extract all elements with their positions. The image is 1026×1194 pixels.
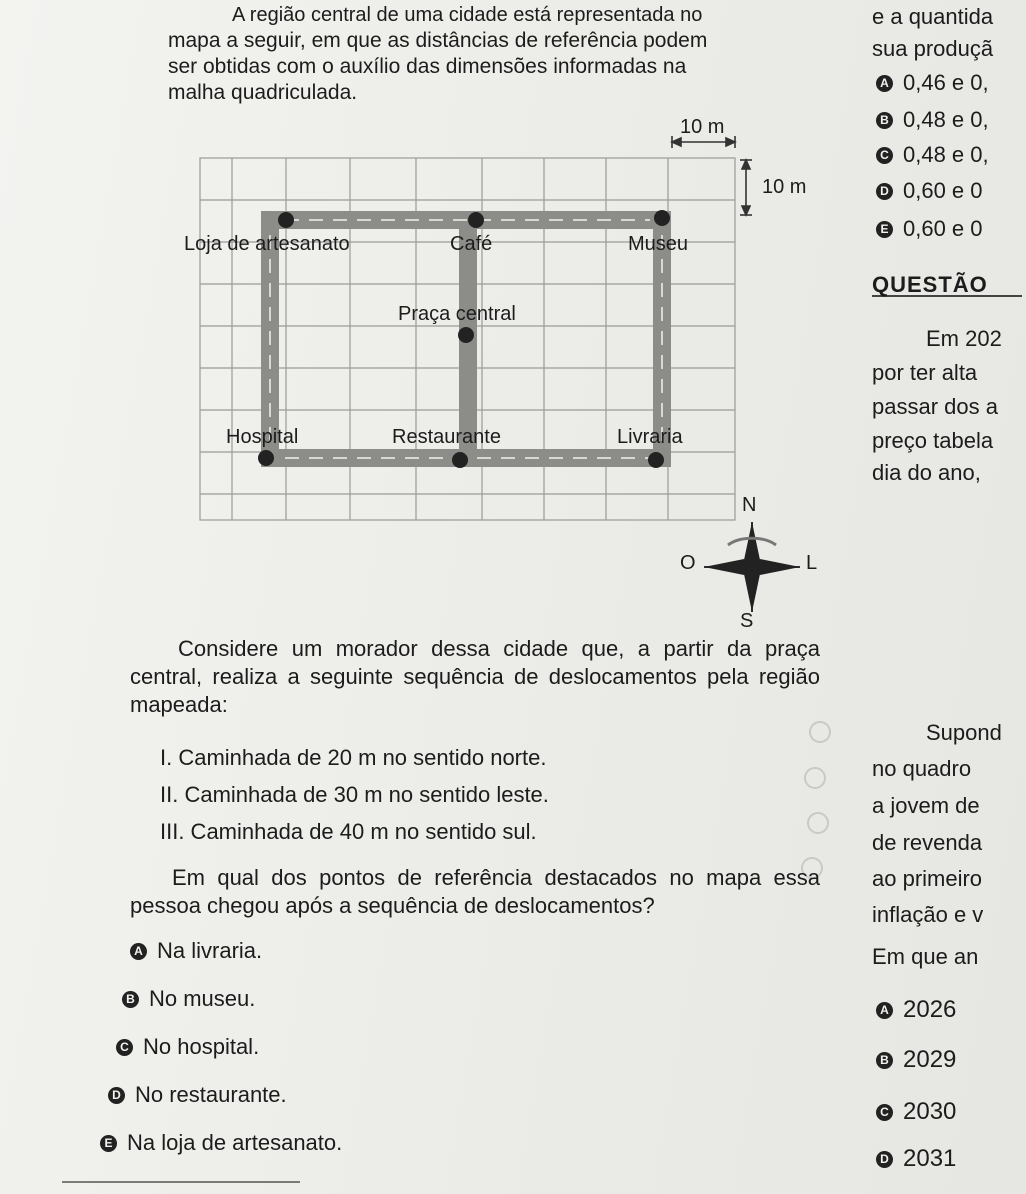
right-option-a[interactable] <box>876 70 989 96</box>
option-a[interactable] <box>130 938 262 964</box>
option-c[interactable] <box>116 1034 259 1060</box>
compass-o: O <box>680 552 696 574</box>
step-3: III. Caminhada de 40 m no sentido sul. <box>160 819 537 844</box>
right-option-a-text: 0,46 e 0, <box>903 70 989 95</box>
option-a-text: Na livraria. <box>157 938 263 963</box>
step-2: II. Caminhada de 30 m no sentido leste. <box>160 782 549 807</box>
right-top-line-1: e a quantida <box>872 4 994 29</box>
right-option-b-badge: B <box>876 112 893 129</box>
right-option-e-badge: E <box>876 221 893 238</box>
right-bottom-option-c-text: 2030 <box>903 1098 957 1125</box>
right-lower-line-4: de revenda <box>872 830 983 855</box>
option-d[interactable] <box>108 1082 287 1108</box>
option-c-badge: C <box>116 1039 133 1056</box>
scale-vertical-arrow <box>740 160 752 215</box>
label-museu: Museu <box>628 233 689 255</box>
right-option-d-text: 0,60 e 0 <box>903 178 983 203</box>
right-option-e-text: 0,60 e 0 <box>903 216 983 241</box>
label-artesanato: Loja de artesanato <box>184 233 350 255</box>
point-praca <box>458 327 474 343</box>
question-paragraph-1: Considere um morador dessa cidade que, a partir da praça central, realiza a seguinte sequência de deslocamentos pela região mapeada: <box>130 636 820 717</box>
compass-rose <box>704 522 800 612</box>
right-bottom-option-b-text: 2029 <box>903 1046 957 1073</box>
point-hospital <box>258 450 274 466</box>
intro-line-2: mapa a seguir, em que as distâncias de referência podem <box>168 29 708 52</box>
option-c-text: No hospital. <box>143 1034 260 1059</box>
right-body-line-4: preço tabela <box>872 428 994 453</box>
option-e[interactable] <box>100 1130 342 1156</box>
right-lower-line-6: inflação e v <box>872 902 984 927</box>
label-cafe: Café <box>450 233 493 255</box>
label-hospital: Hospital <box>226 426 299 448</box>
step-1: I. Caminhada de 20 m no sentido norte. <box>160 745 547 770</box>
right-body-line-1: Em 202 <box>926 326 1002 351</box>
right-bottom-option-a[interactable] <box>876 996 956 1024</box>
point-museu <box>654 210 670 226</box>
intro-line-3: ser obtidas com o auxílio das dimensões informadas na <box>168 55 687 78</box>
scale-vertical-label: 10 m <box>762 176 807 198</box>
right-option-b[interactable] <box>876 107 989 133</box>
right-option-c-text: 0,48 e 0, <box>903 142 989 167</box>
right-option-b-text: 0,48 e 0, <box>903 107 989 132</box>
question-paragraph-2: Em qual dos pontos de referência destacados no mapa essa pessoa chegou após a sequência de deslocamentos? <box>130 865 820 918</box>
option-d-text: No restaurante. <box>135 1082 287 1107</box>
label-praca: Praça central <box>398 303 516 325</box>
option-b-badge: B <box>122 991 139 1008</box>
right-bottom-option-c[interactable] <box>876 1098 956 1126</box>
point-artesanato <box>278 212 294 228</box>
option-e-text: Na loja de artesanato. <box>127 1130 343 1155</box>
label-livraria: Livraria <box>617 426 683 448</box>
right-bottom-option-d-text: 2031 <box>903 1145 957 1172</box>
right-lower-line-7: Em que an <box>872 944 979 969</box>
right-bottom-option-a-badge: A <box>876 1002 893 1019</box>
label-restaurante: Restaurante <box>392 426 501 448</box>
point-restaurante <box>452 452 468 468</box>
point-cafe <box>468 212 484 228</box>
intro-line-1: A região central de uma cidade está representada no <box>232 4 703 26</box>
intro-line-4: malha quadriculada. <box>168 81 358 104</box>
right-bottom-option-d[interactable] <box>876 1145 956 1173</box>
option-d-badge: D <box>108 1087 125 1104</box>
point-livraria <box>648 452 664 468</box>
right-body-line-5: dia do ano, <box>872 460 981 485</box>
right-bottom-option-b-badge: B <box>876 1052 893 1069</box>
right-option-d-badge: D <box>876 183 893 200</box>
right-option-a-badge: A <box>876 75 893 92</box>
right-lower-line-2: no quadro <box>872 756 972 781</box>
compass-s: S <box>740 610 754 632</box>
right-body-line-2: por ter alta <box>872 360 978 385</box>
right-bottom-option-c-badge: C <box>876 1104 893 1121</box>
right-question-title: QUESTÃO <box>872 272 988 297</box>
right-lower-line-5: ao primeiro <box>872 866 983 891</box>
right-option-c[interactable] <box>876 142 989 168</box>
scale-horizontal-label: 10 m <box>680 116 725 138</box>
right-bottom-option-b[interactable] <box>876 1046 956 1074</box>
option-b-text: No museu. <box>149 986 256 1011</box>
option-a-badge: A <box>130 943 147 960</box>
right-option-c-badge: C <box>876 147 893 164</box>
right-body-line-3: passar dos a <box>872 394 998 419</box>
bleed-through-marks <box>802 722 830 878</box>
right-lower-line-3: a jovem de <box>872 793 980 818</box>
compass-l: L <box>806 552 818 574</box>
option-b[interactable] <box>122 986 255 1012</box>
right-bottom-option-a-text: 2026 <box>903 996 957 1023</box>
right-bottom-option-d-badge: D <box>876 1151 893 1168</box>
right-option-d[interactable] <box>876 178 983 204</box>
option-e-badge: E <box>100 1135 117 1152</box>
right-top-line-2: sua produçã <box>872 36 994 61</box>
compass-n: N <box>742 494 757 516</box>
right-option-e[interactable] <box>876 216 983 242</box>
right-lower-line-1: Supond <box>926 720 1002 745</box>
